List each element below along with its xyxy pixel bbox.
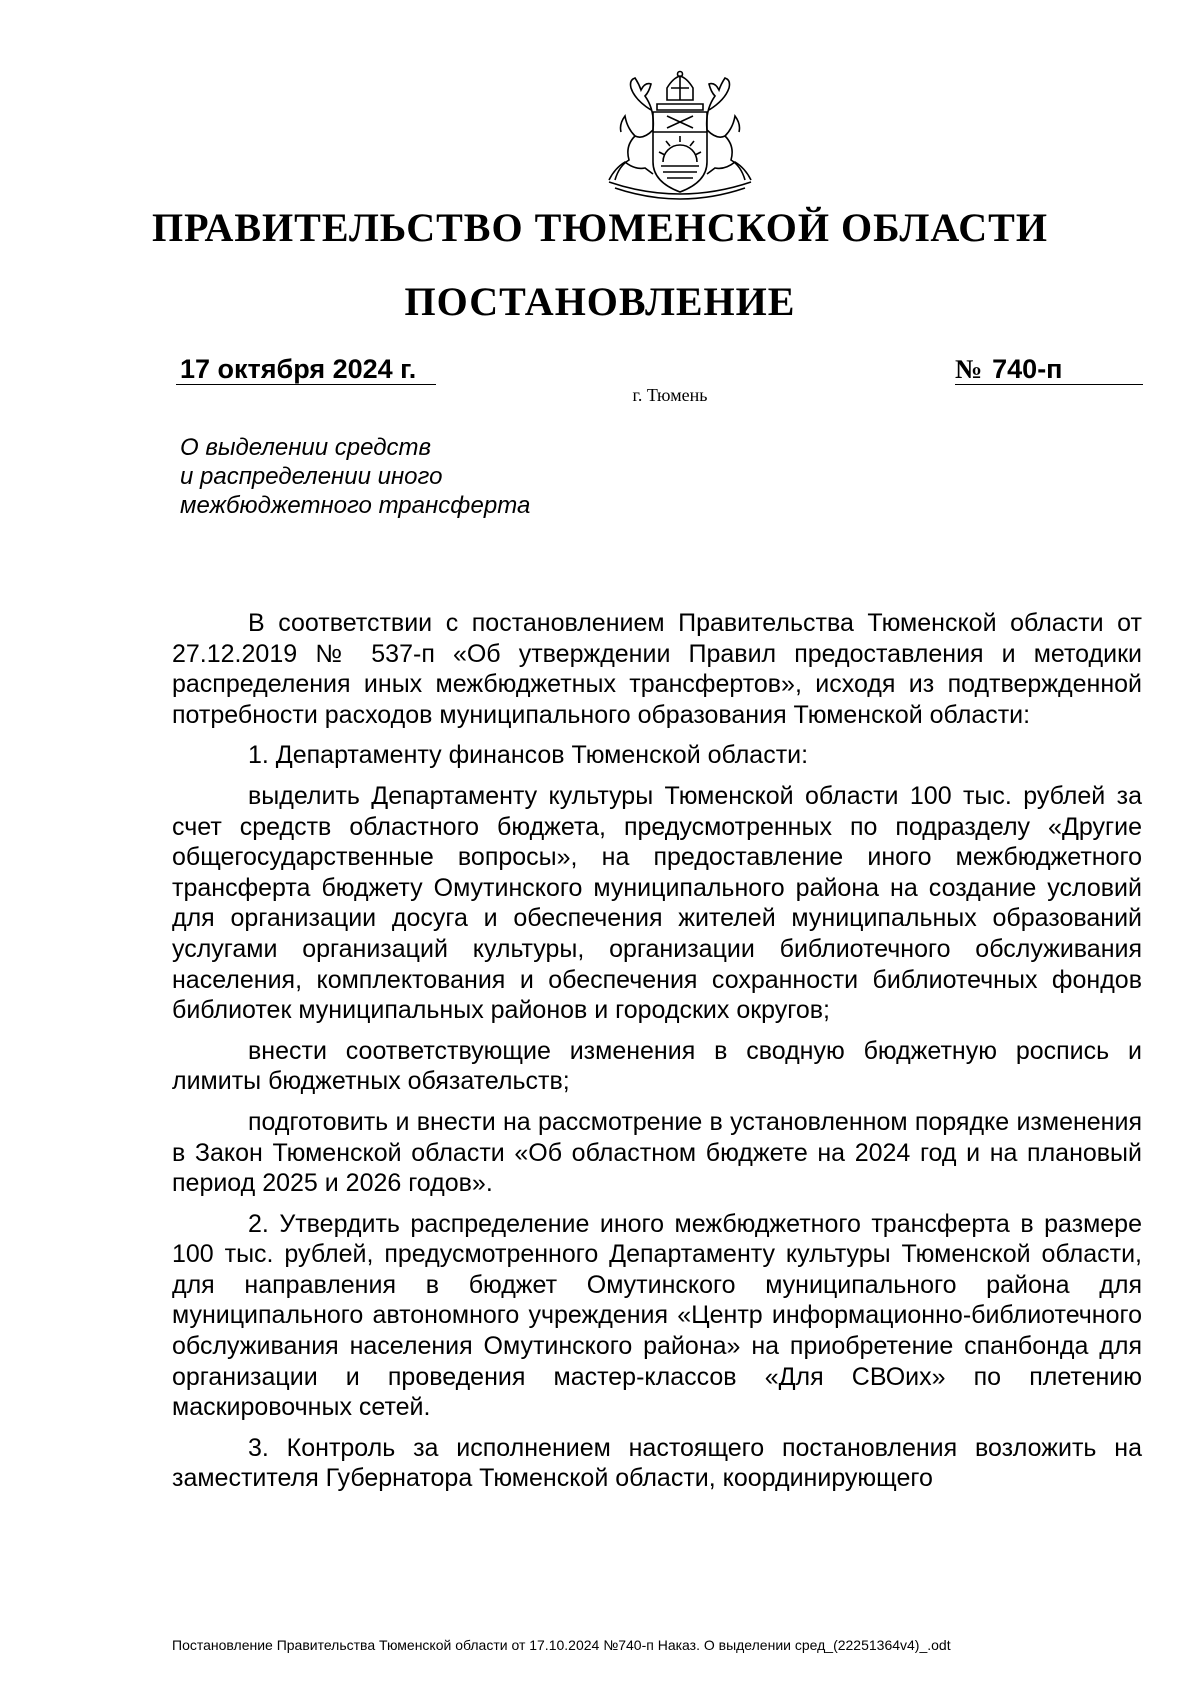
document-footer: Постановление Правительства Тюменской области от 17.10.2024 №740-п Наказ. О выделении сред_(22251364v4)_.odt <box>172 1637 951 1653</box>
paragraph-preamble: В соответствии с постановлением Правительства Тюменской области от 27.12.2019 № 537-п «Об утверждении Правил предоставления и методики распределения иных межбюджетных трансфертов», исходя из подтвержденной потребности расходов муниципального образования Тюменской области: <box>172 609 1142 729</box>
paragraph-item-3: 3. Контроль за исполнением настоящего постановления возложить на заместителя Губернатора Тюменской области, координирующего <box>172 1433 1142 1493</box>
number-sign: № <box>955 354 983 384</box>
subject-line: межбюджетного трансферта <box>180 492 531 519</box>
paragraph-item-1: 1. Департаменту финансов Тюменской области: <box>248 741 809 770</box>
number-value: 740-п <box>992 354 1063 384</box>
subject-line: и распределении иного <box>180 463 443 490</box>
document-number <box>955 354 1143 385</box>
subject-block <box>180 433 700 520</box>
paragraph-allocate: выделить Департаменту культуры Тюменской области 100 тыс. рублей за счет средств областного бюджета, предусмотренных по подразделу «Другие общегосударственные вопросы», на предоставление иного межбюджетного трансферта бюджету Омутинского муниципального района на создание условий для организации досуга и обеспечения жителей муниципальных образований услугами организаций культуры, организации библиотечного обслуживания населения, комплектования и обеспечения сохранности библиотечных фондов библиотек муниципальных районов и городских округов; <box>172 781 1142 1025</box>
document-date: 17 октября 2024 г. <box>176 354 436 385</box>
organization-title: ПРАВИТЕЛЬСТВО ТЮМЕНСКОЙ ОБЛАСТИ <box>152 205 1048 250</box>
subject-line: О выделении средств <box>180 434 432 461</box>
paragraph-amend-budget: внести соответствующие изменения в сводную бюджетную роспись и лимиты бюджетных обязательств; <box>172 1036 1142 1096</box>
paragraph-item-2: 2. Утвердить распределение иного межбюджетного трансферта в размере 100 тыс. рублей, предусмотренного Департаменту культуры Тюменской области, для направления в бюджет Омутинского муниципального района для муниципального автономного учреждения «Центр информационно-библиотечного обслуживания населения Омутинского района» на приобретение спанбонда для организации и проведения мастер-классов «Для СВОих» по плетению маскировочных сетей. <box>172 1209 1142 1422</box>
document-type: ПОСТАНОВЛЕНИЕ <box>404 279 796 324</box>
document-body <box>172 608 1142 1504</box>
coat-of-arms-icon <box>595 70 765 202</box>
city: г. Тюмень <box>632 385 708 405</box>
paragraph-prepare-law: подготовить и внести на рассмотрение в установленном порядке изменения в Закон Тюменской области «Об областном бюджете на 2024 год и на плановый период 2025 и 2026 годов». <box>172 1107 1142 1198</box>
